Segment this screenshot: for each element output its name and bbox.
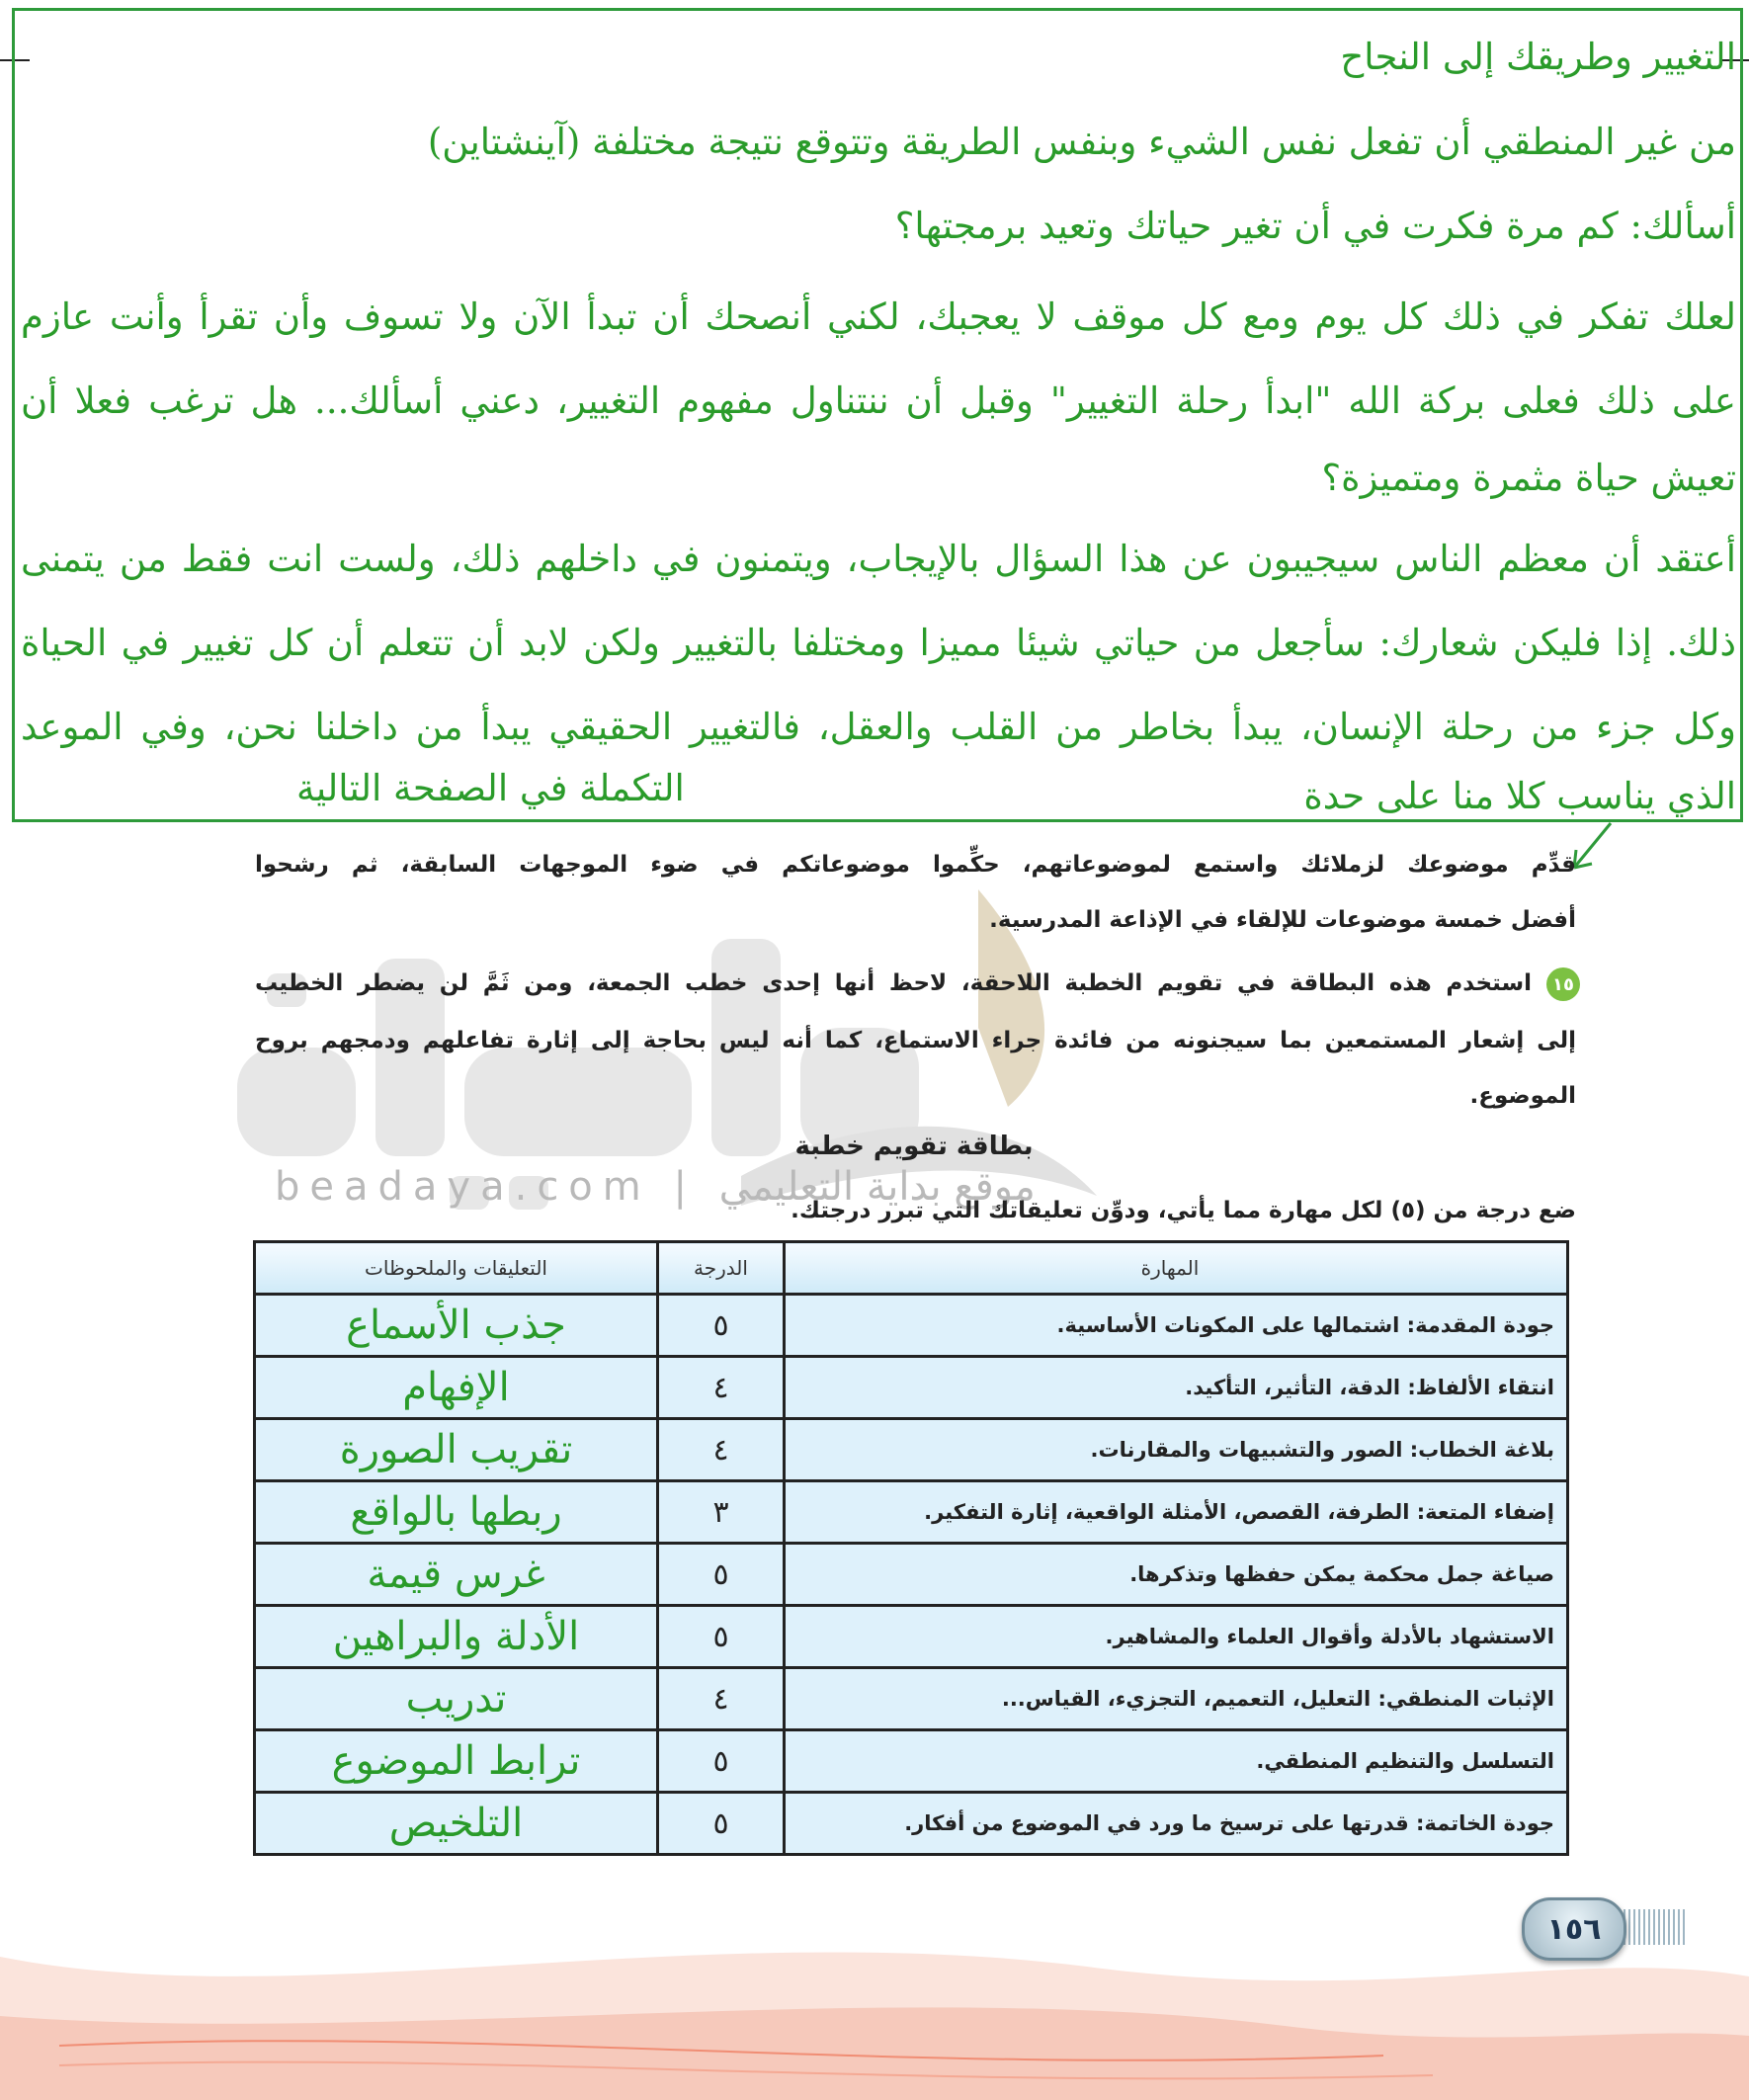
skill-cell: انتقاء الألفاظ: الدقة، التأثير، التأكيد. (785, 1357, 1568, 1419)
answer-line: أسألك: كم مرة فكرت في أن تغير حياتك وتعيد برمجتها؟ (894, 205, 1736, 247)
table-header-row (255, 1242, 1568, 1295)
skill-cell: جودة المقدمة: اشتمالها على المكونات الأساسية. (785, 1295, 1568, 1357)
note-cell: ربطها بالواقع (255, 1481, 658, 1544)
note-cell: تقريب الصورة (255, 1419, 658, 1481)
answer-line: لعلك تفكر في ذلك كل يوم ومع كل موقف لا يعجبك، لكني أنصحك أن تبدأ الآن ولا تسوف وأن تقرأ وأنت عازم (21, 295, 1736, 338)
answer-line: من غير المنطقي أن تفعل نفس الشيء وبنفس الطريقة وتتوقع نتيجة مختلفة (آينشتاين) (427, 121, 1736, 163)
skill-cell: الإثبات المنطقي: التعليل، التعميم، التجزيء، القياس... (785, 1668, 1568, 1730)
table-row (255, 1793, 1568, 1855)
grade-cell: ٥ (658, 1793, 785, 1855)
skill-cell: الاستشهاد بالأدلة وأقوال العلماء والمشاهير. (785, 1606, 1568, 1668)
table-row (255, 1606, 1568, 1668)
instruction-paragraph: أفضل خمسة موضوعات للإلقاء في الإذاعة المدرسية. (989, 907, 1576, 933)
grade-cell: ٤ (658, 1357, 785, 1419)
watermark-url: beadaya.com | موقع بداية التعليمي (275, 1164, 1036, 1210)
table-row (255, 1295, 1568, 1357)
note-cell: التلخيص (255, 1793, 658, 1855)
grade-cell: ٥ (658, 1730, 785, 1793)
grade-cell: ٥ (658, 1544, 785, 1606)
note-cell: جذب الأسماع (255, 1295, 658, 1357)
skill-cell: جودة الخاتمة: قدرتها على ترسيخ ما ورد في الموضوع من أفكار. (785, 1793, 1568, 1855)
answer-line: وكل جزء من رحلة الإنسان، يبدأ بخاطر من القلب والعقل، فالتغيير الحقيقي يبدأ من داخلنا نحن، وفي الموعد (21, 706, 1736, 748)
answer-line: ذلك. إذا فليكن شعارك: سأجعل من حياتي شيئا مميزا ومختلفا بالتغيير ولكن لابد أن تتعلم أن كل تغيير في الحياة (21, 622, 1736, 664)
table-row (255, 1481, 1568, 1544)
skill-cell: التسلسل والتنظيم المنطقي. (785, 1730, 1568, 1793)
answer-line: على ذلك فعلى بركة الله "ابدأ رحلة التغيير" وقبل أن ننتناول مفهوم التغيير، دعني أسألك... هل ترغب فعلا أن (21, 379, 1736, 422)
instruction-paragraph: قدِّم موضوعك لزملائك واستمع لموضوعاتهم، حكِّموا موضوعاتكم في ضوء الموجهات السابقة، ثم رشحوا (255, 852, 1576, 878)
table-instruction: ضع درجة من (٥) لكل مهارة مما يأتي، ودوِّن تعليقاتك التي تبرر درجتك. (791, 1198, 1576, 1223)
table-row (255, 1730, 1568, 1793)
answer-line: تعيش حياة مثمرة ومتميزة؟ (1321, 457, 1736, 499)
table-row (255, 1668, 1568, 1730)
answer-title: التغيير وطريقك إلى النجاح (1340, 36, 1736, 78)
instruction-paragraph: استخدم هذه البطاقة في تقويم الخطبة اللاحقة، لاحظ أنها إحدى خطب الجمعة، ومن ثَمَّ لن يضطر الخطيب (255, 970, 1532, 996)
skill-cell: بلاغة الخطاب: الصور والتشبيهات والمقارنات. (785, 1419, 1568, 1481)
note-cell: ترابط الموضوع (255, 1730, 658, 1793)
card-title: بطاقة تقويم خطبة (794, 1132, 1034, 1161)
header-notes: التعليقات والملحوظات (255, 1242, 658, 1295)
item-number-badge: ١٥ (1546, 967, 1580, 1001)
grade-cell: ٣ (658, 1481, 785, 1544)
instruction-paragraph: إلى إشعار المستمعين بما سيجنونه من فائدة جراء الاستماع، كما أنه ليس بحاجة إلى إثارة تفاعلهم ودمجهم بروح (255, 1028, 1576, 1053)
grade-cell: ٥ (658, 1606, 785, 1668)
page-number-hatch (1619, 1909, 1688, 1945)
note-cell: غرس قيمة (255, 1544, 658, 1606)
continue-note: التكملة في الصفحة التالية (296, 767, 685, 809)
note-cell: الإفهام (255, 1357, 658, 1419)
page-number: ١٥٦ (1522, 1897, 1626, 1961)
bottom-wave-decoration (0, 1878, 1749, 2100)
instruction-paragraph: الموضوع. (1469, 1083, 1576, 1109)
note-cell: الأدلة والبراهين (255, 1606, 658, 1668)
header-skill: المهارة (785, 1242, 1568, 1295)
answer-line: أعتقد أن معظم الناس سيجيبون عن هذا السؤال بالإيجاب، ويتمنون في داخلهم ذلك، ولست انت فقط من يتمنى (21, 538, 1736, 580)
header-grade: الدرجة (658, 1242, 785, 1295)
note-cell: تدريب (255, 1668, 658, 1730)
grade-cell: ٤ (658, 1419, 785, 1481)
grade-cell: ٤ (658, 1668, 785, 1730)
grade-cell: ٥ (658, 1295, 785, 1357)
answer-box (12, 8, 1743, 822)
skill-cell: صياغة جمل محكمة يمكن حفظها وتذكرها. (785, 1544, 1568, 1606)
evaluation-table (253, 1240, 1569, 1856)
answer-line: الذي يناسب كلا منا على حدة (1303, 775, 1736, 817)
table-row (255, 1357, 1568, 1419)
skill-cell: إضفاء المتعة: الطرفة، القصص، الأمثلة الواقعية، إثارة التفكير. (785, 1481, 1568, 1544)
table-row (255, 1419, 1568, 1481)
table-row (255, 1544, 1568, 1606)
